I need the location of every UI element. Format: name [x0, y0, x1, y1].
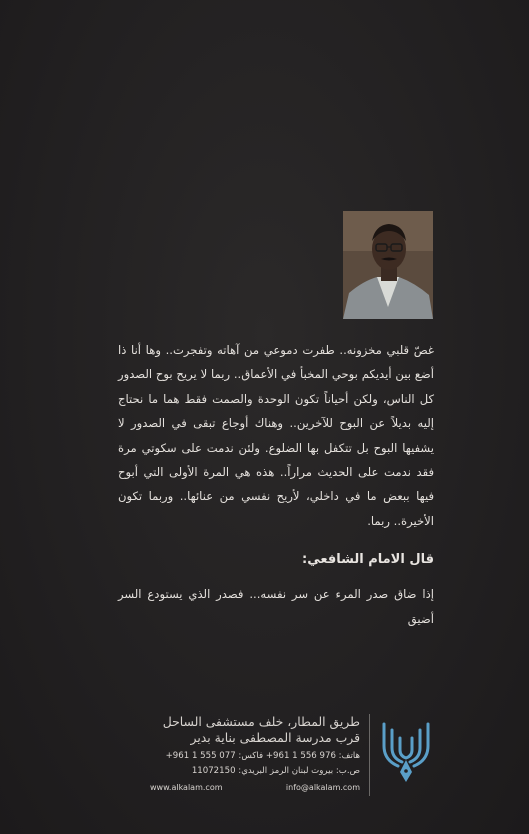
address-line-2: قرب مدرسة المصطفى بناية بدير: [190, 730, 360, 745]
author-photo: [343, 211, 433, 319]
postal-line: ص.ب: بيروت لبنان الرمز البريدي: 11072150: [191, 766, 360, 776]
quote-title: قال الامام الشافعي:: [302, 552, 434, 567]
quote-text: إذا ضاق صدر المرء عن سر نفسه... فصدر الذي يستودع السر أضيق: [118, 587, 434, 626]
address-line-1: طريق المطار، خلف مستشفى الساحل: [162, 714, 360, 729]
publisher-divider: [369, 714, 370, 796]
publisher-address: [150, 714, 360, 795]
website-link[interactable]: www.alkalam.com: [150, 783, 223, 792]
blurb-paragraph: غصّ قلبي مخزونه.. طفرت دموعي من آهاته وتفجرت.. وها أنا ذا أضع بين أيديكم بوحي المخبأ في الأعماق.. ربما لا يريح بوح الصدور كل الناس، ولكن أحياناً تكون الوحدة والصمت فقط هما ما نحتاج إليه بديلاً عن البوح للآخرين.. وهناك أوجاع تبقى في الصدور لا يشفيها البوح بل تتكفل بها الضلوع. ولئن ندمت على سكوتي مرة فقد ندمت على الحديث مراراً.. هذه هي المرة الأولى التي أبوح فيها ببعض ما في داخلي، لأريح نفسي من عنائها.. وربما تكون الأخيرة.. ربما.: [118, 343, 434, 528]
back-cover-blurb: [118, 338, 434, 533]
pen-nib-logo-icon: [378, 716, 434, 788]
web-contacts: [150, 781, 360, 795]
phone-fax-line: هاتف: 976 556 1 961+ فاكس: 077 555 1 961+: [165, 751, 360, 761]
email-link[interactable]: info@alkalam.com: [285, 783, 360, 792]
